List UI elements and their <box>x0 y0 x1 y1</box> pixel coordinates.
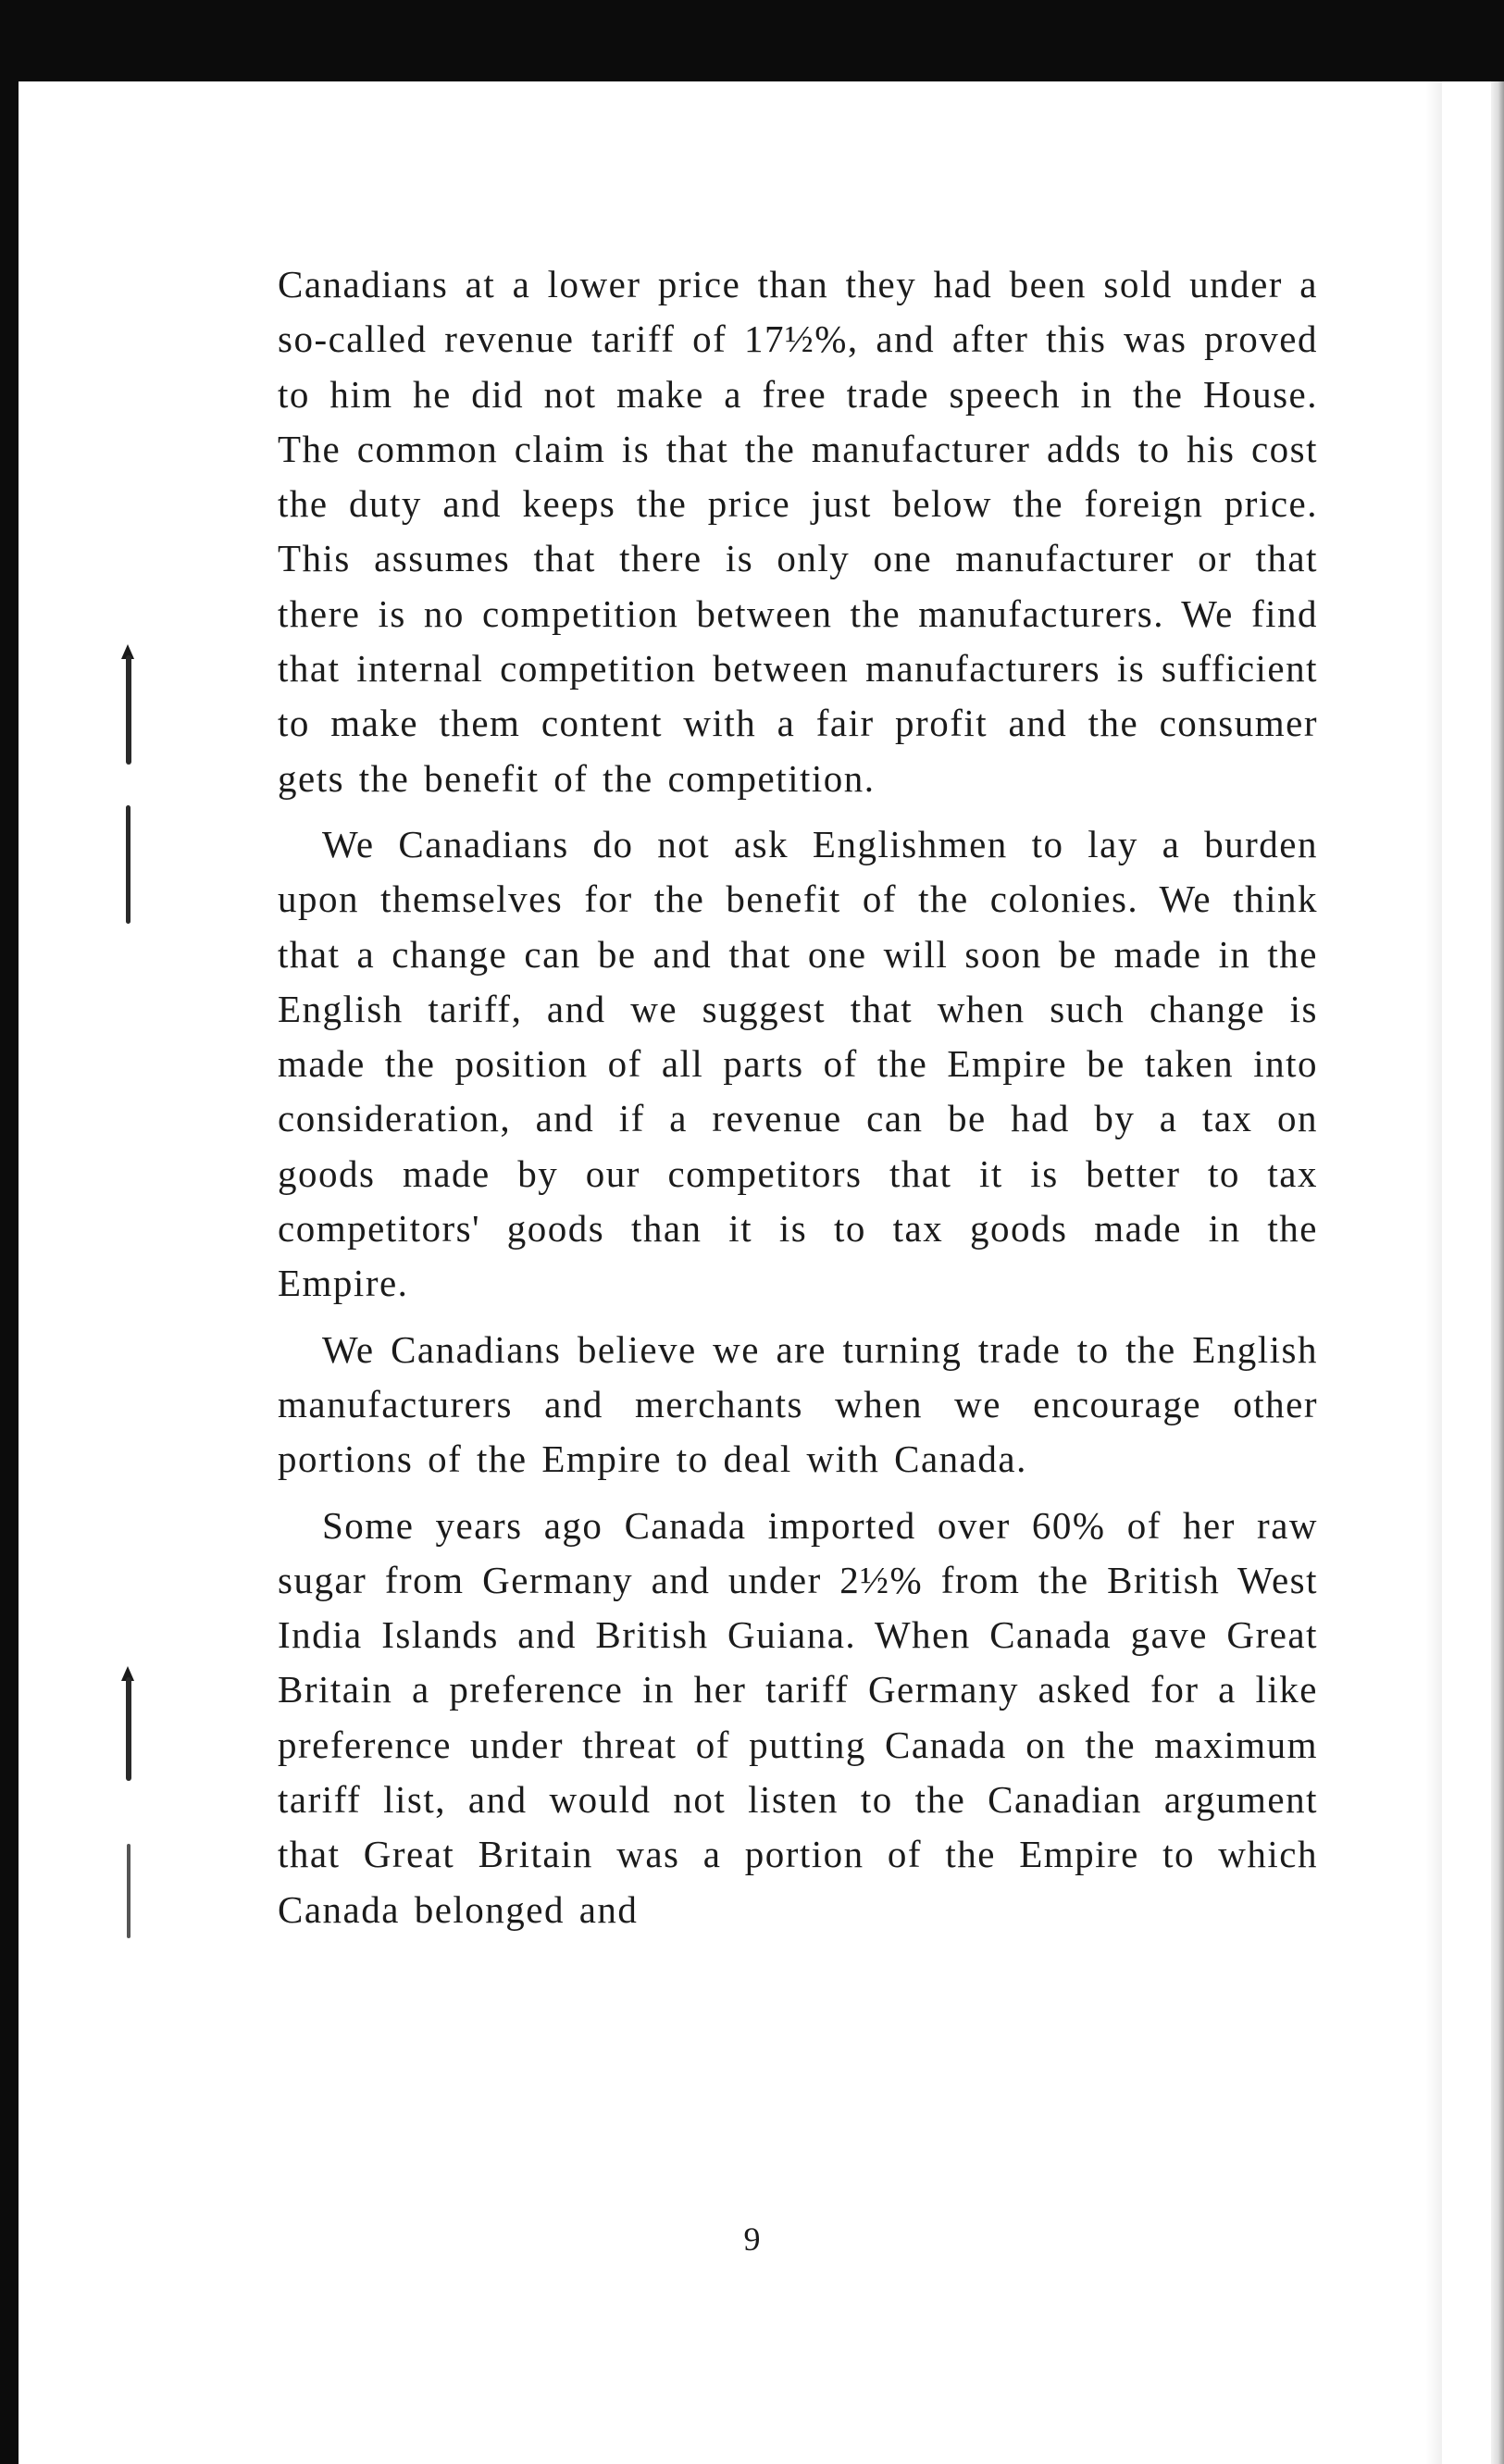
paragraph: Some years ago Canada imported over 60% of her raw sugar from Germany and under 2½% from the British West India Islands and British Guiana. When Canada gave Great Britain a preference in her tariff Germany asked for a like preference under threat of putting Canada on the maximum tariff list, and would not listen to the Canadian argument that Great Britain was a portion of the Empire to which Canada belonged and <box>278 1503 1318 1931</box>
binding-mark <box>127 1844 131 1938</box>
binding-mark <box>126 805 131 924</box>
paragraph: We Canadians believe we are turning trade to the English manufacturers and merchants when we encourage other portions of the Empire to deal with Canada. <box>278 1327 1318 1481</box>
scan-border-left <box>0 0 19 2464</box>
page-shadow <box>1425 81 1442 2464</box>
page-text <box>278 257 1318 1948</box>
paragraph: Canadians at a lower price than they had been sold under a so-called revenue tariff of 17½%, and after this was proved to him he did not make a free trade speech in the House. The common claim is that the manufacturer adds to his cost the duty and keeps the price just below the foreign price. This assumes that there is only one manufacturer or that there is no competition between the manufacturers. We find that internal competition between manufacturers is sufficient to make them content with a fair profit and the consumer gets the benefit of the competition. <box>278 263 1318 800</box>
page-number: 9 <box>743 2221 761 2258</box>
binding-mark <box>126 1677 131 1781</box>
binding-mark <box>126 655 131 765</box>
scan-border-top <box>0 0 1504 81</box>
page-edge-right <box>1491 81 1504 2464</box>
paragraph: We Canadians do not ask Englishmen to lay a burden upon themselves for the benefit of the colonies. We think that a change can be and that one will soon be made in the English tariff, and we suggest that when such change is made the position of all parts of the Empire be taken into consideration, and if a revenue can be had by a tax on goods made by our competitors that it is better to tax competitors' goods than it is to tax goods made in the Empire. <box>278 822 1318 1305</box>
